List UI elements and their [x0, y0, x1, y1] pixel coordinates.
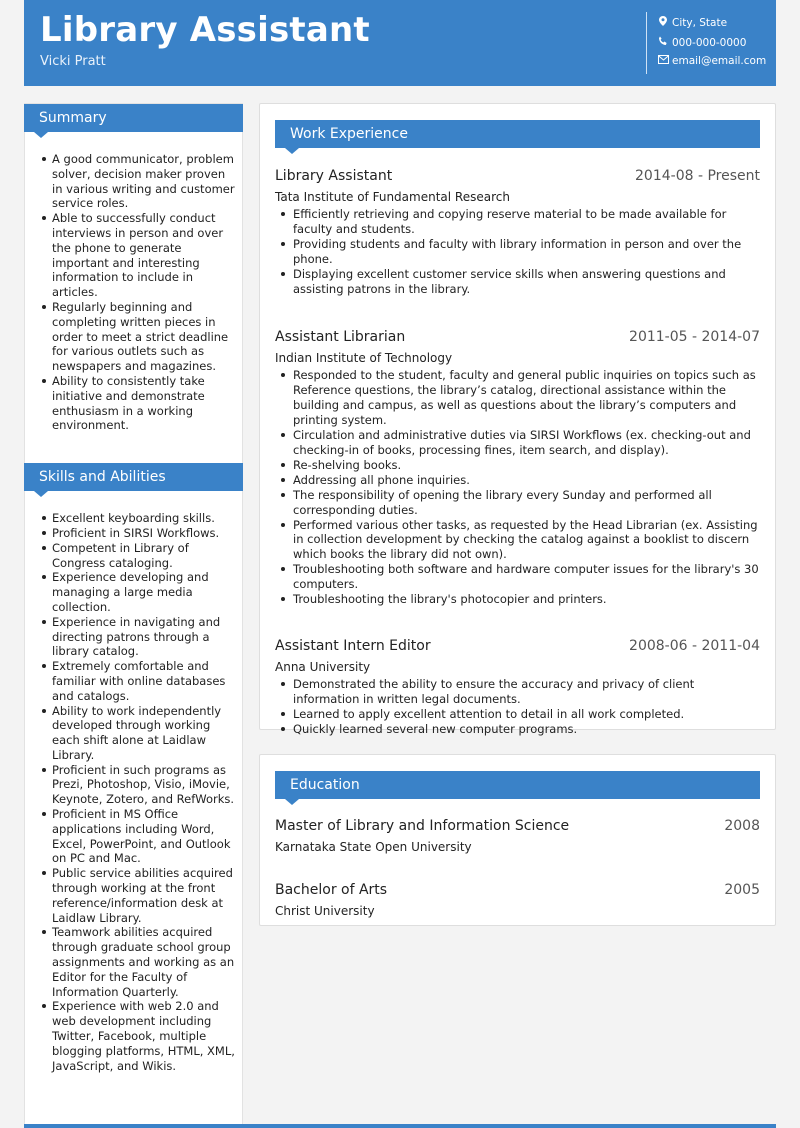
skill-item: Proficient in SIRSI Workflows.: [41, 526, 236, 541]
school: Christ University: [275, 904, 375, 918]
sidebar: [24, 103, 243, 1128]
summary-item: A good communicator, problem solver, decision maker proven in various writing and customer service roles.: [41, 152, 236, 211]
degree: Bachelor of Arts: [275, 882, 388, 898]
job-bullet: Demonstrated the ability to ensure the accuracy and privacy of client information in written legal documents.: [275, 677, 760, 707]
contact-email: [656, 55, 766, 67]
job-bullet: Troubleshooting both software and hardware computer issues for the library's 30 computers.: [275, 562, 760, 592]
footer-accent-line: [24, 1124, 776, 1128]
education-entry: [260, 882, 775, 918]
skill-item: Experience developing and managing a large media collection.: [41, 570, 236, 614]
job-bullet: Re-shelving books.: [275, 458, 760, 473]
job-dates: 2014-08 - Present: [635, 168, 760, 184]
graduation-year: 2005: [724, 882, 760, 898]
job-bullet: Displaying excellent customer service skills when answering questions and assisting patrons in the library.: [275, 267, 760, 297]
summary-list: [25, 152, 242, 433]
person-name: Vicki Pratt: [40, 54, 106, 69]
work-experience-panel: [259, 103, 776, 736]
job-title: Library Assistant: [275, 168, 393, 184]
job-entry: [260, 168, 775, 296]
summary-item: Ability to consistently take initiative and demonstrate enthusiasm in a working environment.: [41, 374, 236, 433]
job-organization: Indian Institute of Technology: [275, 351, 453, 366]
resume-header: [24, 0, 776, 86]
email-text[interactable]: email@email.com: [672, 55, 767, 67]
skill-item: Ability to work independently developed through working each shift alone at Laidlaw Library.: [41, 704, 236, 763]
job-entry: [260, 329, 775, 607]
job-dates: 2011-05 - 2014-07: [629, 329, 760, 346]
education-heading: Education: [275, 771, 760, 799]
degree: Master of Library and Information Science: [275, 818, 570, 834]
job-dates: 2008-06 - 2011-04: [629, 637, 760, 654]
school: Karnataka State Open University: [275, 840, 472, 854]
skill-item: Excellent keyboarding skills.: [41, 511, 236, 526]
job-bullet: Learned to apply excellent attention to detail in all work completed.: [275, 707, 760, 722]
education-entry: [260, 818, 775, 854]
skills-list: [25, 511, 242, 1073]
skill-item: Experience in navigating and directing patrons through a library catalog.: [41, 615, 236, 659]
summary-item: Regularly beginning and completing written pieces in order to meet a strict deadline for various outlets such as newspapers and magazines.: [41, 300, 236, 374]
job-bullet: Responded to the student, faculty and general public inquiries on topics such as Reference questions, the library’s catalog, directional assistance within the building and campus, as well as questions about the library’s computers and printing system.: [275, 368, 760, 428]
skill-item: Public service abilities acquired through working at the front reference/information desk at Laidlaw Library.: [41, 866, 236, 925]
job-organization: Anna University: [275, 659, 371, 674]
job-entry: [260, 638, 775, 737]
job-title: Library Assistant: [40, 10, 370, 50]
header-divider: [646, 12, 647, 74]
summary-item: Able to successfully conduct interviews in person and over the phone to generate important and interesting information to include in articles.: [41, 211, 236, 300]
phone-icon: [656, 36, 670, 49]
skill-item: Teamwork abilities acquired through graduate school group assignments and working as an Editor for the Faculty of Information Quarterly.: [41, 925, 236, 999]
job-bullet: Performed various other tasks, as requested by the Head Librarian (ex. Assisting in collection development by checking the catalog against a booklist to discern which books the library did not own).: [275, 518, 760, 563]
skill-item: Proficient in MS Office applications including Word, Excel, PowerPoint, and Outlook on PC and Mac.: [41, 807, 236, 866]
job-bullets: [275, 368, 760, 607]
skill-item: Competent in Library of Congress cataloging.: [41, 541, 236, 571]
job-bullet: Addressing all phone inquiries.: [275, 473, 760, 488]
job-bullets: [275, 207, 760, 296]
job-bullet: Circulation and administrative duties via SIRSI Workflows (ex. checking-out and checking-in of books, processing fines, item search, and display).: [275, 428, 760, 458]
skills-heading: Skills and Abilities: [24, 463, 243, 491]
contact-location: [656, 16, 727, 29]
job-bullet: Quickly learned several new computer programs.: [275, 722, 760, 737]
phone-text: 000-000-0000: [672, 36, 747, 49]
job-organization: Tata Institute of Fundamental Research: [275, 190, 510, 204]
summary-heading: Summary: [24, 104, 243, 132]
skill-item: Experience with web 2.0 and web development including Twitter, Facebook, multiple blogging platforms, HTML, XML, JavaScript, and Wikis.: [41, 999, 236, 1073]
education-panel: [259, 754, 776, 926]
job-title: Assistant Librarian: [275, 329, 406, 346]
work-heading: Work Experience: [275, 120, 760, 148]
graduation-year: 2008: [724, 818, 760, 834]
skill-item: Proficient in such programs as Prezi, Photoshop, Visio, iMovie, Keynote, Zotero, and RefWorks.: [41, 763, 236, 807]
contact-phone: [656, 36, 746, 49]
location-text: City, State: [672, 16, 728, 29]
job-bullet: The responsibility of opening the library every Sunday and performed all corresponding duties.: [275, 488, 760, 518]
job-bullet: Efficiently retrieving and copying reserve material to be made available for faculty and students.: [275, 207, 760, 237]
location-pin-icon: [656, 16, 670, 29]
job-bullet: Troubleshooting the library's photocopier and printers.: [275, 592, 760, 607]
job-bullet: Providing students and faculty with library information in person and over the phone.: [275, 237, 760, 267]
skill-item: Extremely comfortable and familiar with online databases and catalogs.: [41, 659, 236, 703]
envelope-icon: [656, 55, 670, 67]
job-title: Assistant Intern Editor: [275, 637, 431, 654]
job-bullets: [275, 677, 760, 737]
